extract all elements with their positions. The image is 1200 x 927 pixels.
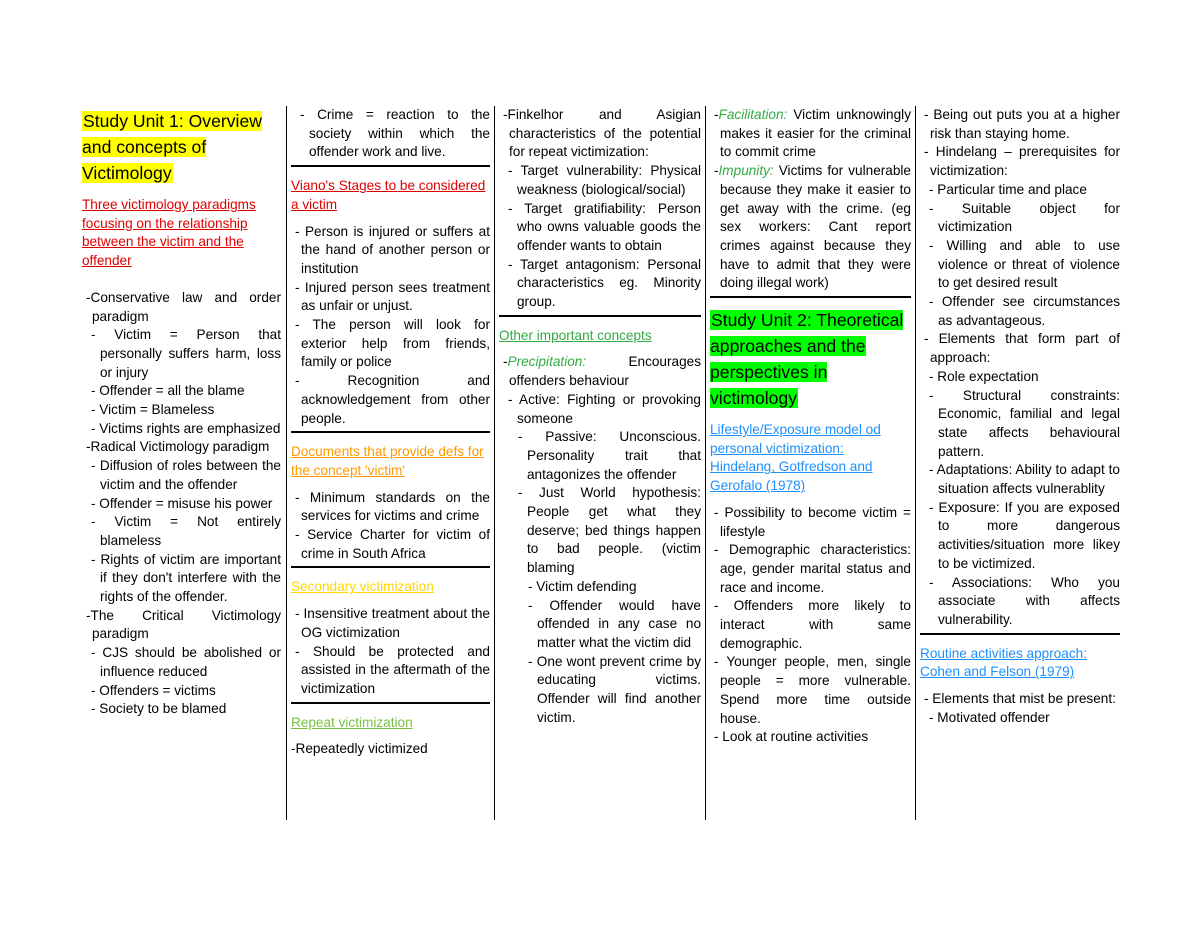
list-item: - Elements that form part of approach: [924,331,1120,366]
lifestyle-heading: Lifestyle/Exposure model od personal victimization: Hindelang, Gotfredson and Gerofalo (1978) [710,422,881,494]
list-item: - Diffusion of roles between the victim and the offender [91,458,281,492]
list-item: - Elements that mist be present: [924,691,1116,707]
repeat-heading: Repeat victimization [291,714,413,730]
list-item: - Suitable object for victimization [929,200,1120,235]
column-2 [286,106,494,820]
list-item: -Precipitation: Encourages offenders behaviour [503,354,701,389]
list-item: - Offender would have offended in any case no matter what the victim did [528,597,701,650]
list-item: -Facilitation: Victim unknowingly makes it easier for the criminal to commit crime [714,107,911,160]
list-item: - Insensitive treatment about the OG victimization [295,606,490,640]
paradigms-heading: Three victimology paradigms focusing on the relationship between the victim and the offender [82,197,256,269]
list-item: - Target vulnerability: Physical weakness (biological/social) [508,163,701,197]
notes-page [78,106,1124,820]
list-item: - Victim = Not entirely blameless [91,514,281,548]
list-item: -The Critical Victimology paradigm [86,607,281,642]
list-item: - Motivated offender [929,709,1050,725]
list-item: - One wont prevent crime by educating victims. Offender will find another victim. [528,653,701,725]
list-item: - Younger people, men, single people = more vulnerable. Spend more time outside house. [714,654,911,726]
list-item: - CJS should be abolished or influence reduced [91,645,281,679]
list-item: - Service Charter for victim of crime in South Africa [295,527,490,561]
list-item: - Rights of victim are important if they don't interfere with the rights of the offender. [91,551,281,605]
column-3 [494,106,705,820]
list-item: - Associations: Who you associate with affects vulnerability. [929,574,1120,627]
list-item: - Victims rights are emphasized [91,420,281,436]
list-item: - Hindelang – prerequisites for victimization: [924,144,1120,179]
list-item: -Impunity: Victims for vulnerable because they make it easier to get away with the crime. (eg sex workers: Cant report crimes against because they have to admit that they were doing illegal work) [714,163,911,291]
list-item: - Active: Fighting or provoking someone [508,391,701,426]
routine-heading: Routine activities approach: Cohen and Felson (1979) [920,645,1087,680]
list-item: - Being out puts you at a higher risk than staying home. [924,107,1120,141]
list-item: - Target gratifiability: Person who owns valuable goods the offender wants to obtain [508,200,701,253]
list-item: - Injured person sees treatment as unfair or unjust. [295,279,490,314]
documents-heading: Documents that provide defs for the concept 'victim' [291,444,484,478]
list-item: -Repeatedly victimized [291,741,428,757]
list-item: - Possibility to become victim = lifestyle [714,504,911,539]
list-item: - Offender = misuse his power [91,495,273,511]
list-item: - Victim defending [528,578,637,594]
list-item: -Conservative law and order paradigm [86,289,281,324]
list-item: - Offender = all the blame [91,383,245,399]
list-item: - Recognition and acknowledgement from other people. [295,373,490,426]
viano-heading: Viano's Stages to be considered a victim [291,178,486,212]
list-item: - The person will look for exterior help from friends, family or police [295,317,490,370]
divider [499,315,701,317]
list-item: - Offender see circumstances as advantageous. [929,294,1120,328]
column-5 [915,106,1124,820]
list-item: - Particular time and place [929,181,1087,197]
list-item: - Minimum standards on the services for victims and crime [295,489,490,524]
divider [291,702,490,704]
list-item: - Just World hypothesis: People get what they deserve; bed things happen to bad people. (victim blaming [518,485,701,576]
other-concepts-heading: Other important concepts [499,327,652,343]
list-item: - Should be protected and assisted in the aftermath of the victimization [295,643,490,696]
list-item: - Willing and able to use violence or threat of violence to get desired result [929,237,1120,291]
divider [291,165,490,167]
list-item: - Exposure: If you are exposed to more dangerous activities/situation more likey to be victimized. [929,499,1120,571]
column-1 [78,106,285,820]
divider [710,296,911,298]
list-item: - Crime = reaction to the society within which the offender work and live. [300,107,490,160]
divider [291,431,490,433]
list-item: - Victim = Person that personally suffers harm, loss or injury [91,327,281,380]
list-item: - Structural constraints: Economic, familial and legal state affects behavioural pattern. [929,387,1120,459]
list-item: -Finkelhor and Asigian characteristics of the potential for repeat victimization: [503,107,701,160]
list-item: - Society to be blamed [91,701,227,717]
divider [291,566,490,568]
list-item: - Offenders more likely to interact with same demographic. [714,598,911,651]
secondary-heading: Secondary victimization [291,579,434,595]
list-item: - Role expectation [929,368,1039,384]
list-item: - Adaptations: Ability to adapt to situation affects vulnerablity [929,462,1120,497]
list-item: - Demographic characteristics: age, gender marital status and race and income. [714,542,911,595]
list-item: - Offenders = victims [91,682,216,698]
list-item: - Victim = Blameless [91,402,215,418]
list-item: - Person is injured or suffers at the hand of another person or institution [295,223,490,276]
list-item: -Radical Victimology paradigm [86,439,270,455]
study-unit-2-title: Study Unit 2: Theoretical approaches and the perspectives in victimology [710,310,904,409]
list-item: - Passive: Unconscious. Personality trait that antagonizes the offender [518,429,701,482]
divider [920,633,1120,635]
study-unit-1-title: Study Unit 1: Overview and concepts of Victimology [82,111,262,183]
list-item: - Look at routine activities [714,729,869,745]
list-item: - Target antagonism: Personal characteristics eg. Minority group. [508,256,701,310]
column-4 [705,106,915,820]
